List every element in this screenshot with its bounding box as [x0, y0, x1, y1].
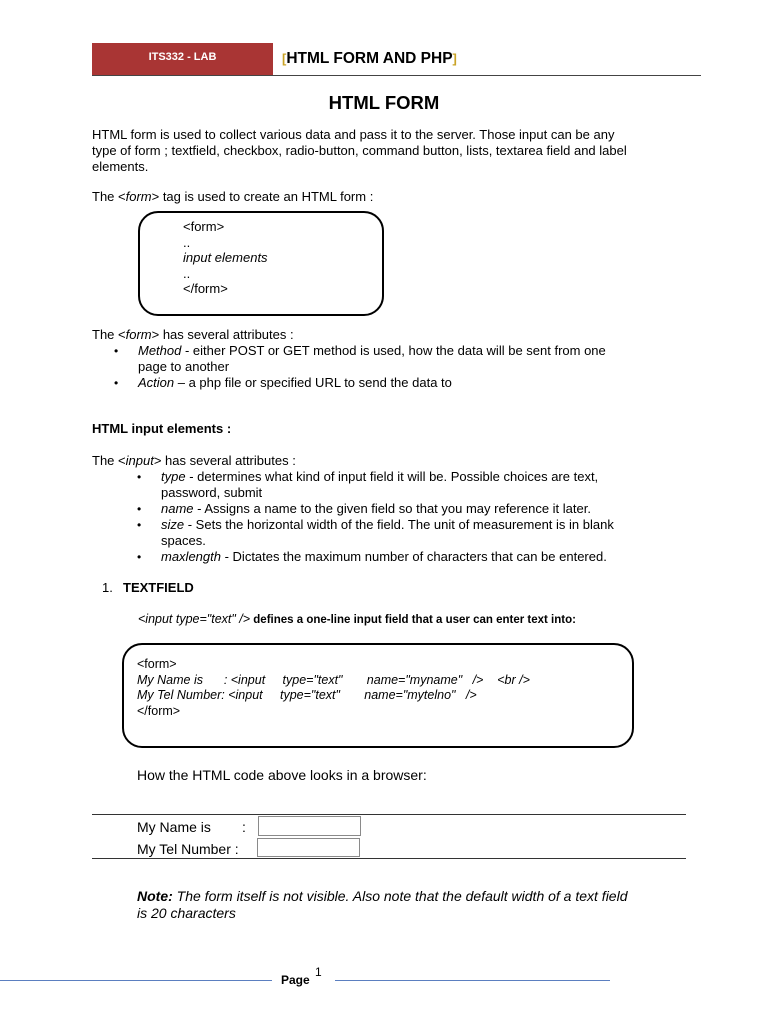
attr-term: maxlength — [161, 549, 221, 564]
textfield-code-line-3: My Tel Number: <input type="text" name="mytelno" /> — [137, 688, 477, 703]
textfield-number: 1. — [102, 580, 113, 595]
form-code-line-4: .. — [183, 265, 191, 281]
note-paragraph — [137, 888, 687, 922]
bullet-icon: • — [137, 502, 142, 516]
page-title: HTML FORM — [328, 92, 440, 113]
footer-rule-left — [0, 980, 272, 981]
attr-text-2: spaces. — [161, 533, 206, 548]
form-tag-sentence — [92, 189, 373, 204]
form-attrs-pre: The < — [92, 327, 126, 342]
note-text-2: is 20 characters — [137, 905, 236, 921]
browser-caption: How the HTML code above looks in a browser: — [137, 767, 427, 783]
header-lab-label — [92, 43, 273, 76]
form-code-line-1: <form> — [183, 219, 225, 234]
form-attrs-tag: form — [125, 327, 152, 342]
attr-text-2: page to another — [138, 359, 230, 374]
list-item — [114, 375, 686, 391]
attr-text: - Dictates the maximum number of characters that can be entered. — [220, 549, 607, 564]
form-code-content — [183, 219, 268, 297]
demo-tel-label: My Tel Number : — [137, 841, 239, 857]
intro-paragraph — [92, 127, 686, 175]
footer-page-number: 1 — [315, 965, 322, 979]
form-attrs-intro — [92, 327, 294, 342]
form-tag-post: > tag is used to create an HTML form : — [151, 189, 374, 204]
header-title-text: HTML FORM AND PHP — [286, 50, 453, 67]
attr-text-2: password, submit — [161, 485, 263, 500]
input-attrs-tag: input — [125, 453, 154, 468]
form-attrs-post: > has several attributes : — [151, 327, 294, 342]
attr-term: Method — [138, 343, 182, 358]
intro-line-2: type of form ; textfield, checkbox, radio-button, command button, lists, textarea field and label — [92, 143, 627, 158]
bullet-icon: • — [114, 376, 119, 390]
attr-text: - Sets the horizontal width of the field. The unit of measurement is in blank — [184, 517, 614, 532]
attr-text: - Assigns a name to the given field so that you may reference it later. — [193, 501, 591, 516]
attr-term: type — [161, 469, 186, 484]
input-attrs-post: > has several attributes : — [153, 453, 296, 468]
textfield-code-content — [137, 657, 530, 719]
demo-tel-input[interactable] — [257, 838, 360, 857]
input-attrs-intro — [92, 453, 296, 468]
bullet-icon: • — [137, 518, 142, 532]
input-attrs-pre: The < — [92, 453, 126, 468]
input-elements-heading: HTML input elements : — [92, 421, 232, 436]
form-attrs-list — [114, 343, 686, 391]
form-code-line-3: input elements — [183, 250, 268, 266]
header-title — [282, 50, 457, 68]
input-attrs-list — [137, 469, 661, 565]
textfield-description — [138, 612, 576, 626]
list-item — [114, 343, 686, 375]
bracket-open: [ — [282, 51, 287, 66]
textfield-desc-text: defines a one-line input field that a user can enter text into: — [250, 614, 576, 626]
attr-term: size — [161, 517, 185, 532]
list-item — [137, 501, 661, 517]
form-code-line-5: </form> — [183, 281, 228, 297]
textfield-heading: TEXTFIELD — [123, 580, 194, 595]
list-item — [137, 549, 661, 565]
footer-page-label: Page — [281, 973, 310, 987]
textfield-code-line-4: </form> — [137, 703, 181, 718]
bullet-icon: • — [137, 470, 142, 484]
note-label: Note: — [137, 888, 173, 904]
attr-text: – a php file or specified URL to send the data to — [174, 375, 452, 390]
bullet-icon: • — [114, 344, 119, 358]
textfield-code-line-1: <form> — [137, 657, 177, 671]
attr-term: Action — [138, 375, 175, 390]
list-item — [137, 517, 661, 549]
textfield-code-line-2: My Name is : <input type="text" name="myname" /> <br /> — [137, 672, 530, 687]
form-code-line-2: .. — [183, 234, 191, 250]
form-tag-name: form — [125, 189, 152, 204]
bracket-close: ] — [452, 51, 457, 66]
demo-bottom-rule — [92, 858, 686, 859]
list-item — [137, 469, 661, 501]
intro-line-1: HTML form is used to collect various data and pass it to the server. Those input can be any — [92, 127, 615, 142]
note-text: The form itself is not visible. Also note that the default width of a text field — [172, 888, 628, 904]
attr-term: name — [161, 501, 194, 516]
lab-label-text: ITS332 - LAB — [148, 51, 217, 63]
demo-name-label: My Name is : — [137, 819, 246, 835]
demo-name-input[interactable] — [258, 816, 361, 836]
attr-text: - either POST or GET method is used, how the data will be sent from one — [181, 343, 606, 358]
demo-top-rule — [92, 814, 686, 815]
intro-line-3: elements. — [92, 159, 149, 174]
attr-text: - determines what kind of input field it will be. Possible choices are text, — [185, 469, 599, 484]
header-rule — [92, 75, 701, 76]
bullet-icon: • — [137, 550, 142, 564]
footer-rule-right — [335, 980, 610, 981]
textfield-desc-code: <input type="text" /> — [138, 612, 251, 626]
form-tag-pre: The < — [92, 189, 126, 204]
